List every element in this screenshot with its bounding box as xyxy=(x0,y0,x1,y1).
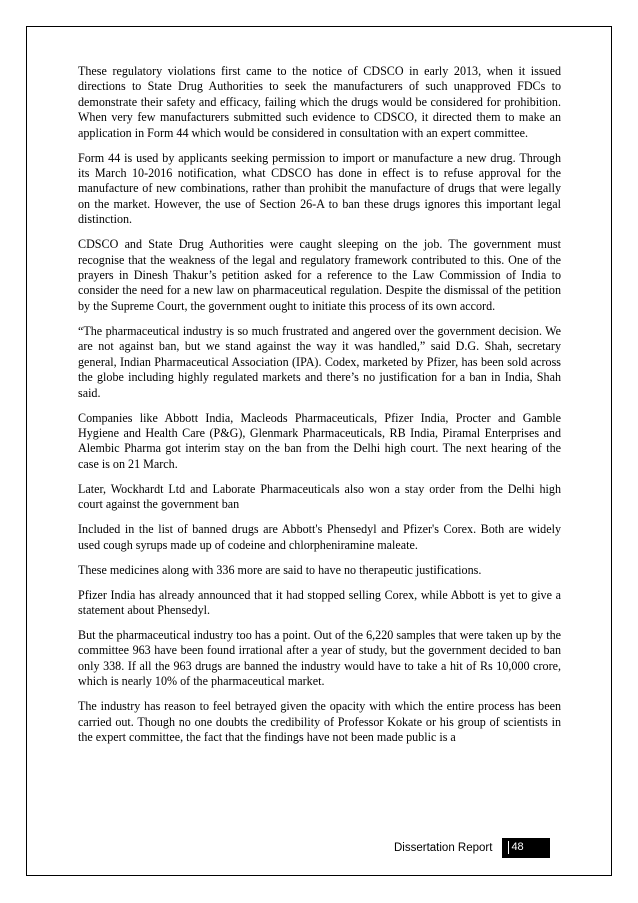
document-body xyxy=(78,64,561,755)
page-footer xyxy=(394,838,550,858)
paragraph-4: “The pharmaceutical industry is so much frustrated and angered over the government decision. We are not against ban, but we stand against the way it was handled,” said D.G. Shah, secretary general, Indian Pharmaceutical Association (IPA). Codex, marketed by Pfizer, has been sold across the globe including highly regulated markets and there’s no justification for a ban in India, Shah said. xyxy=(78,323,561,400)
paragraph-2: Form 44 is used by applicants seeking permission to import or manufacture a new drug. Through its March 10-2016 notification, what CDSCO has done in effect is to refuse approval for the manufacture of new combinations, rather than prohibit the manufacture of drugs that were legally on the market. However, the use of Section 26-A to ban these drugs ignores this important legal distinction. xyxy=(78,150,561,227)
paragraph-11: The industry has reason to feel betrayed given the opacity with which the entire process has been carried out. Though no one doubts the credibility of Professor Kokate or his group of scientists in the expert committee, the fact that the findings have not been made public is a xyxy=(78,699,561,744)
paragraph-5: Companies like Abbott India, Macleods Pharmaceuticals, Pfizer India, Procter and Gamble Hygiene and Health Care (P&G), Glenmark Pharmaceuticals, RB India, Piramal Enterprises and Alembic Pharma got interim stay on the ban from the Delhi high court. The next hearing of the case is on 21 March. xyxy=(78,410,561,471)
page-number-box xyxy=(502,838,550,858)
paragraph-9: Pfizer India has already announced that it had stopped selling Corex, while Abbott is yet to give a statement about Phensedyl. xyxy=(78,587,561,617)
paragraph-1: These regulatory violations first came to the notice of CDSCO in early 2013, when it issued directions to State Drug Authorities to seek the manufacturers of such unapproved FDCs to demonstrate their safety and efficacy, failing which the drugs would be considered for prohibition. When very few manufacturers submitted such evidence to CDSCO, it directed them to make an application in Form 44 which would be considered in consultation with an expert committee. xyxy=(78,64,561,140)
paragraph-7: Included in the list of banned drugs are Abbott's Phensedyl and Pfizer's Corex. Both are widely used cough syrups made up of codeine and chlorpheniramine maleate. xyxy=(78,522,561,552)
footer-label: Dissertation Report xyxy=(394,842,493,854)
page-number: 48 xyxy=(508,841,523,854)
paragraph-10: But the pharmaceutical industry too has a point. Out of the 6,220 samples that were taken up by the committee 963 have been found irrational after a year of study, but the government decided to ban only 338. If all the 963 drugs are banned the industry would have to take a hit of Rs 10,000 crore, which is nearly 10% of the pharmaceutical market. xyxy=(78,627,561,689)
paragraph-3: CDSCO and State Drug Authorities were caught sleeping on the job. The government must recognise that the weakness of the legal and regulatory framework contributed to this. One of the prayers in Dinesh Thakur’s petition asked for a reference to the Law Commission of India to consider the need for a new law on pharmaceutical regulation. Despite the dismissal of the petition by the Supreme Court, the government ought to initiate this process of its own accord. xyxy=(78,237,561,313)
paragraph-8: These medicines along with 336 more are said to have no therapeutic justifications. xyxy=(78,562,482,577)
paragraph-6: Later, Wockhardt Ltd and Laborate Pharmaceuticals also won a stay order from the Delhi high court against the government ban xyxy=(78,481,561,512)
